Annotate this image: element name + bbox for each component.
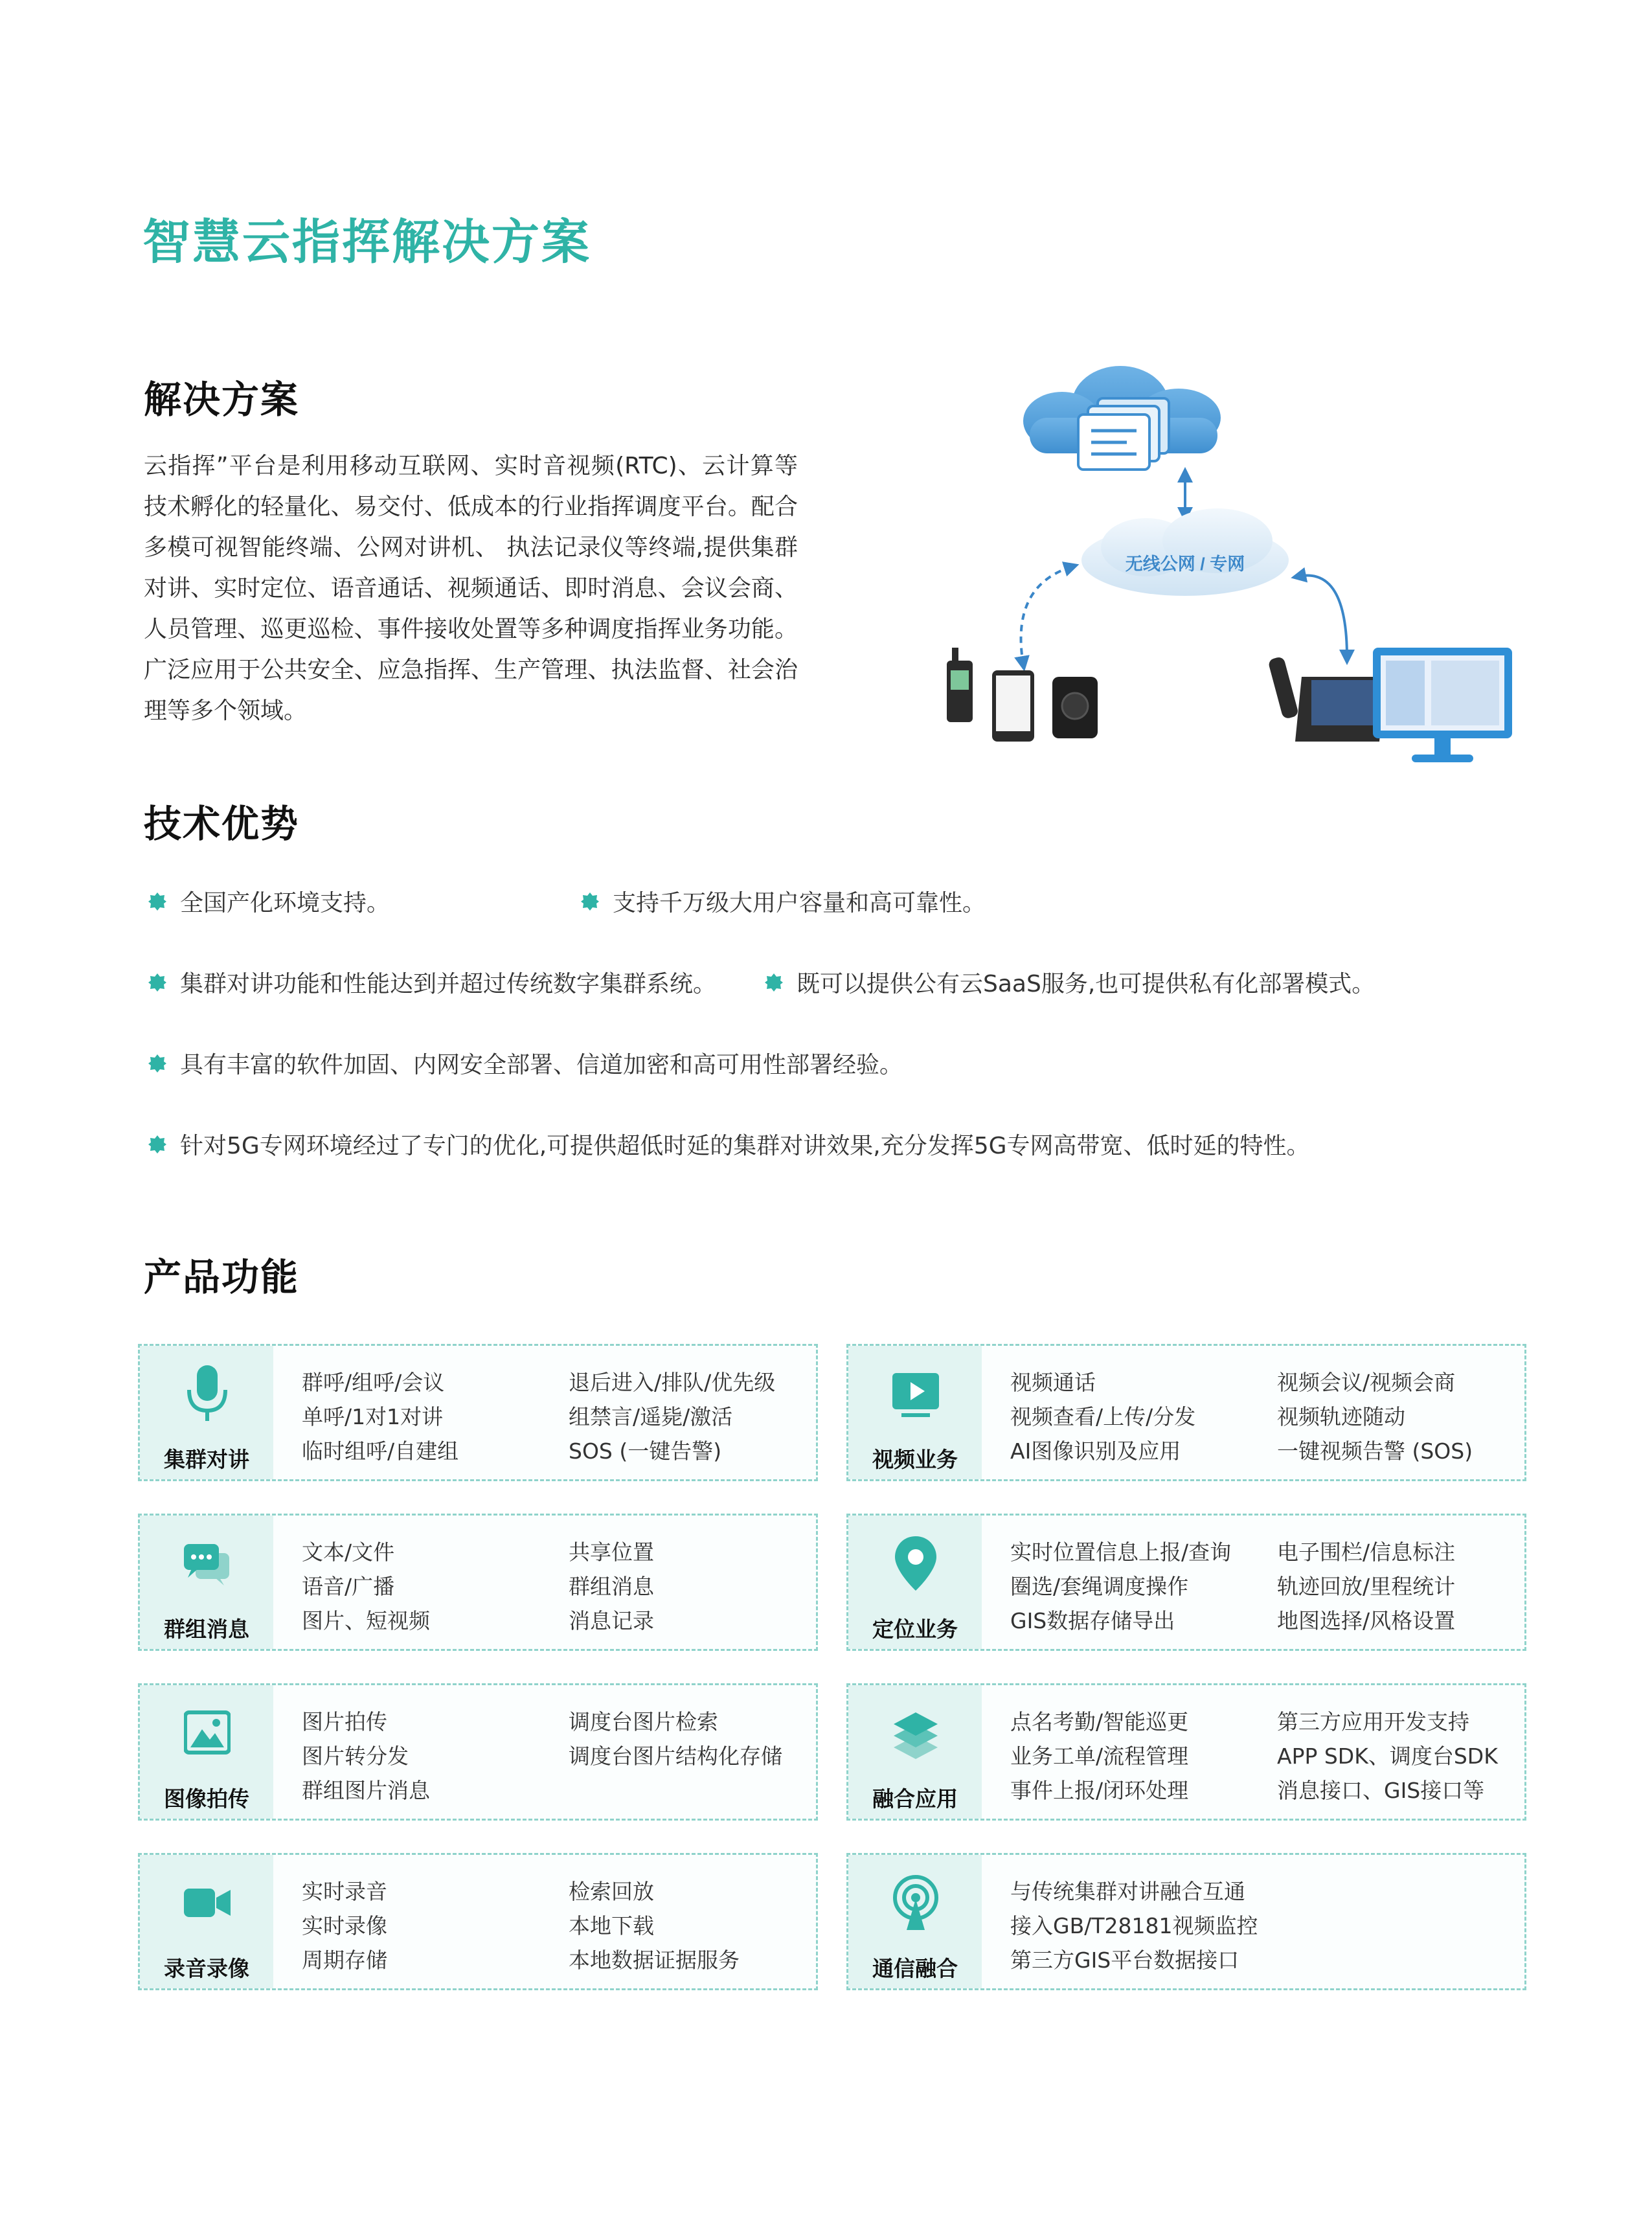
gear-bullet-icon: [580, 892, 600, 911]
card-col-right: 调度台图片检索 调度台图片结构化存储: [569, 1709, 782, 1769]
card-label: 录音录像: [164, 1956, 249, 1981]
card-col-right: 共享位置 群组消息 消息记录: [569, 1539, 654, 1633]
feature-card-location: [846, 1514, 1526, 1651]
advantages-heading: 技术优势: [144, 802, 300, 846]
card-label: 群组消息: [164, 1617, 249, 1642]
card-col-left: 实时录音 实时录像 周期存储: [302, 1879, 387, 1973]
advantage-item: 全国产化环境支持。: [148, 885, 390, 918]
gear-bullet-icon: [764, 973, 784, 992]
card-label: 融合应用: [872, 1786, 958, 1811]
chat-bubbles-icon: [184, 1534, 231, 1593]
card-col-left: 文本/文件 语音/广播 图片、短视频: [302, 1539, 430, 1633]
microphone-icon: [184, 1364, 231, 1424]
feature-card-trunking: [138, 1344, 818, 1481]
card-col-right: 检索回放 本地下载 本地数据证据服务: [569, 1879, 740, 1973]
card-col-right: 第三方应用开发支持 APP SDK、调度台SDK 消息接口、GIS接口等: [1277, 1709, 1498, 1803]
features-heading: 产品功能: [144, 1255, 300, 1299]
monitor-icon: [1373, 648, 1512, 762]
card-col-left: 实时位置信息上报/查询 圈选/套绳调度操作 GIS数据存储导出: [1010, 1539, 1232, 1633]
card-col-left: 群呼/组呼/会议 单呼/1对1对讲 临时组呼/自建组: [302, 1370, 459, 1464]
card-col-left: 图片拍传 图片转分发 群组图片消息: [302, 1709, 430, 1803]
advantage-item: 支持千万级大用户容量和高可靠性。: [580, 885, 986, 918]
page-title: 智慧云指挥解决方案: [142, 214, 591, 270]
network-cloud: [1081, 508, 1289, 596]
card-col-right: 退后进入/排队/优先级 组禁言/遥毙/激活 SOS (一键告警): [569, 1370, 776, 1464]
cloud-server-icon: [1023, 366, 1221, 470]
card-label: 图像拍传: [164, 1786, 249, 1811]
broadcast-tower-icon: [892, 1873, 939, 1933]
network-label: 无线公网 / 专网: [1125, 554, 1245, 574]
dispatch-console: [1267, 656, 1386, 742]
card-col-right: 电子围栏/信息标注 轨迹回放/里程统计 地图选择/风格设置: [1277, 1539, 1456, 1633]
card-col-left: 视频通话 视频查看/上传/分发 AI图像识别及应用: [1010, 1370, 1196, 1464]
card-col-left: 与传统集群对讲融合互通 接入GB/T28181视频监控 第三方GIS平台数据接口: [1010, 1879, 1258, 1973]
feature-card-communication: [846, 1853, 1526, 1990]
feature-card-image: [138, 1683, 818, 1821]
card-label: 定位业务: [872, 1617, 958, 1642]
feature-card-messaging: [138, 1514, 818, 1651]
advantage-item: 针对5G专网环境经过了专门的优化,可提供超低时延的集群对讲效果,充分发挥5G专网高带宽、低时延的特性。: [148, 1128, 1310, 1161]
advantage-item: 集群对讲功能和性能达到并超过传统数字集群系统。: [148, 966, 716, 999]
card-col-right: 视频会议/视频会商 视频轨迹随动 一键视频告警 (SOS): [1277, 1370, 1473, 1464]
architecture-diagram: [933, 353, 1515, 767]
solution-paragraph: 云指挥”平台是利用移动互联网、实时音视频(RTC)、云计算等技术孵化的轻量化、易交付、低成本的行业指挥调度平台。配合多模可视智能终端、公网对讲机、 执法记录仪等终端,提供集群对讲、实时定位、语音通话、视频通话、即时消息、会议会商、人员管理、巡更巡检、事件接收处置等多种调度指挥业务功能。广泛应用于公共安全、应急指挥、生产管理、执法监督、社会治理等多个领域。: [144, 453, 798, 724]
gear-bullet-icon: [148, 973, 167, 992]
card-label: 视频业务: [872, 1447, 958, 1472]
advantage-item: 既可以提供公有云SaaS服务,也可提供私有化部署模式。: [764, 966, 1375, 999]
feature-card-video: [846, 1344, 1526, 1481]
layers-icon: [892, 1703, 939, 1763]
feature-card-recording: [138, 1853, 818, 1990]
image-icon: [184, 1703, 231, 1763]
gear-bullet-icon: [148, 1135, 167, 1154]
advantage-item: 具有丰富的软件加固、内网安全部署、信道加密和高可用性部署经验。: [148, 1047, 903, 1080]
location-pin-icon: [892, 1534, 939, 1593]
gear-bullet-icon: [148, 892, 167, 911]
card-label: 通信融合: [872, 1956, 958, 1981]
gear-bullet-icon: [148, 1054, 167, 1073]
feature-card-integration: [846, 1683, 1526, 1821]
solution-heading: 解决方案: [144, 378, 300, 422]
card-col-left: 点名考勤/智能巡更 业务工单/流程管理 事件上报/闭环处理: [1010, 1709, 1189, 1803]
video-play-icon: [892, 1364, 939, 1424]
card-label: 集群对讲: [164, 1447, 249, 1472]
video-camera-icon: [184, 1873, 231, 1933]
